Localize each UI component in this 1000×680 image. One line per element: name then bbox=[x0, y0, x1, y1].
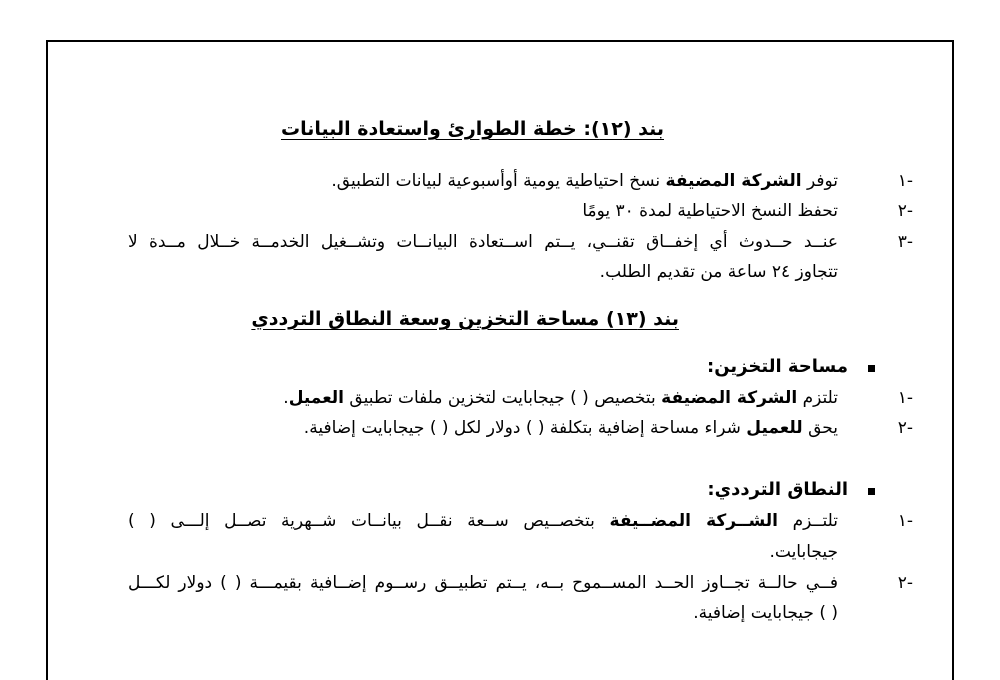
backup-retention-text: تحفظ النسخ الاحتياطية لمدة ٣٠ يومًا bbox=[582, 201, 838, 221]
storage-allocation-text: تلتزم الشركة المضيفة بتخصيص ( ) جيجابايت لتخزين ملفات تطبيق العميل. bbox=[283, 388, 838, 408]
bandwidth-allocation-line-1: تلتــزم الشــركة المضــيفة بتخصــيص ســعة نقــل بيانــات شــهرية تصــل إلـــى ( ) bbox=[128, 511, 838, 531]
item-number: ٢- bbox=[897, 418, 913, 438]
extra-storage-text: يحق للعميل شراء مساحة إضافية بتكلفة ( ) دولار لكل ( ) جيجابايت إضافية. bbox=[303, 418, 838, 438]
bandwidth-overage-line-2: ( ) جيجابايت إضافية. bbox=[693, 603, 838, 623]
item-number: ٢- bbox=[897, 201, 913, 221]
storage-heading: مساحة التخزين: bbox=[707, 356, 848, 377]
item-number: ٣- bbox=[897, 232, 913, 252]
bullet-icon bbox=[868, 488, 875, 495]
bandwidth-overage-line-1: فــي حالــة تجــاوز الحــد المســموح بــه، يــتم تطبيــق رســوم إضــافية بقيمـــة ( ) دولار لكـــل bbox=[128, 573, 838, 593]
backup-frequency-text: توفر الشركة المضيفة نسخ احتياطية يومية أوأسبوعية لبيانات التطبيق. bbox=[331, 171, 838, 191]
bandwidth-heading: النطاق الترددي: bbox=[707, 479, 848, 500]
recovery-text-line-1: عنــد حــدوث أي إخفــاق تقنــي، يــتم اســتعادة البيانــات وتشــغيل الخدمــة خــلال مــدة لا bbox=[128, 232, 838, 252]
item-number: ١- bbox=[897, 171, 913, 191]
section-13-title: بند (١٣) مساحة التخزين وسعة النطاق الترددي bbox=[251, 308, 679, 330]
bullet-icon bbox=[868, 365, 875, 372]
item-number: ٢- bbox=[897, 573, 913, 593]
section-12-title: بند (١٢): خطة الطوارئ واستعادة البيانات bbox=[280, 118, 664, 140]
item-number: ١- bbox=[897, 511, 913, 531]
item-number: ١- bbox=[897, 388, 913, 408]
recovery-text-line-2: تتجاوز ٢٤ ساعة من تقديم الطلب. bbox=[599, 262, 838, 282]
bandwidth-allocation-line-2: جيجابايت. bbox=[769, 542, 838, 562]
